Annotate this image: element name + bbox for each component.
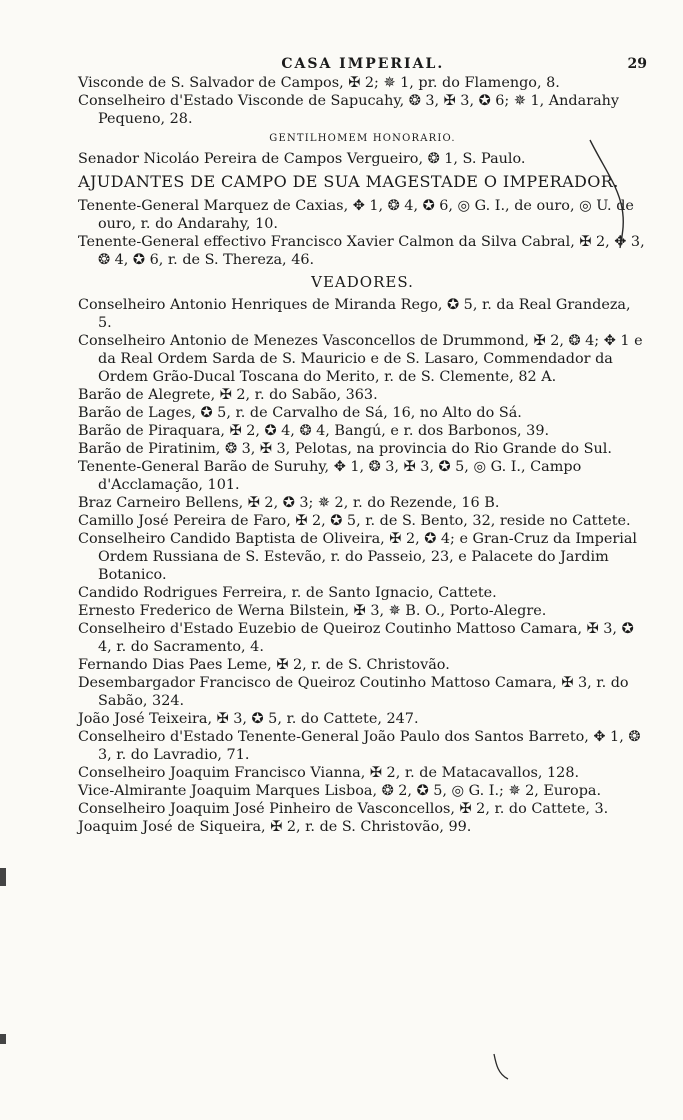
- list-item: Barão de Lages, ✪ 5, r. de Carvalho de Sá, 16, no Alto do Sá.: [78, 405, 522, 421]
- list-item: João José Teixeira, ✠ 3, ✪ 5, r. do Cattete, 247.: [78, 711, 419, 727]
- edge-mark: [0, 1034, 6, 1044]
- list-item: Joaquim José de Siqueira, ✠ 2, r. de S. Christovão, 99.: [78, 819, 472, 835]
- list-item: Candido Rodrigues Ferreira, r. de Santo Ignacio, Cattete.: [78, 585, 497, 601]
- pencil-mark: [490, 1052, 512, 1082]
- section-heading-veadores: VEADORES.: [311, 273, 414, 291]
- list-item: Tenente-General Barão de Suruhy, ✥ 1, ❂ 3, ✠ 3, ✪ 5, ◎ G. I., Campo d'Acclamação, 101.: [78, 459, 582, 493]
- list-item: Braz Carneiro Bellens, ✠ 2, ✪ 3; ✵ 2, r. do Rezende, 16 B.: [78, 495, 500, 511]
- list-item: Ernesto Frederico de Werna Bilstein, ✠ 3, ✵ B. O., Porto-Alegre.: [78, 603, 547, 619]
- list-item: Vice-Almirante Joaquim Marques Lisboa, ❂ 2, ✪ 5, ◎ G. I.; ✵ 2, Europa.: [78, 783, 602, 799]
- edge-mark: [0, 868, 6, 886]
- list-item: Fernando Dias Paes Leme, ✠ 2, r. de S. Christovão.: [78, 657, 450, 673]
- running-title: CASA IMPERIAL.: [281, 56, 445, 72]
- list-item: Desembargador Francisco de Queiroz Coutinho Mattoso Camara, ✠ 3, r. do Sabão, 324.: [78, 675, 629, 709]
- list-item: Tenente-General Marquez de Caxias, ✥ 1, ❂ 4, ✪ 6, ◎ G. I., de ouro, ◎ U. de ouro, r. do Andarahy, 10.: [78, 198, 634, 232]
- section-heading-ajudantes: AJUDANTES DE CAMPO DE SUA MAGESTADE O IMPERADOR.: [78, 172, 619, 191]
- list-item: Conselheiro d'Estado Visconde de Sapucahy, ❂ 3, ✠ 3, ✪ 6; ✵ 1, Andarahy Pequeno, 28.: [78, 93, 620, 127]
- list-item: Conselheiro d'Estado Tenente-General João Paulo dos Santos Barreto, ✥ 1, ❂ 3, r. do Lavradio, 71.: [78, 729, 641, 763]
- list-item: Conselheiro d'Estado Euzebio de Queiroz Coutinho Mattoso Camara, ✠ 3, ✪ 4, r. do Sacramento, 4.: [78, 621, 634, 655]
- page-header: [78, 56, 647, 72]
- list-item: Conselheiro Joaquim Francisco Vianna, ✠ 2, r. de Matacavallos, 128.: [78, 765, 580, 781]
- list-item: Senador Nicoláo Pereira de Campos Vergueiro, ❂ 1, S. Paulo.: [78, 151, 526, 167]
- list-item: Camillo José Pereira de Faro, ✠ 2, ✪ 5, r. de S. Bento, 32, reside no Cattete.: [78, 513, 631, 529]
- list-item: Visconde de S. Salvador de Campos, ✠ 2; ✵ 1, pr. do Flamengo, 8.: [78, 75, 560, 91]
- list-item: Conselheiro Candido Baptista de Oliveira, ✠ 2, ✪ 4; e Gran-Cruz da Imperial Ordem Russiana de S. Estevão, r. do Passeio, 23, e Palacete do Jardim Botanico.: [78, 531, 638, 583]
- page-number: 29: [627, 56, 647, 72]
- list-item: Barão de Piratinim, ❂ 3, ✠ 3, Pelotas, na provincia do Rio Grande do Sul.: [78, 441, 612, 457]
- section-heading-gentilhomem: GENTILHOMEM HONORARIO.: [269, 133, 456, 144]
- list-item: Tenente-General effectivo Francisco Xavier Calmon da Silva Cabral, ✠ 2, ✥ 3, ❂ 4, ✪ 6, r. de S. Thereza, 46.: [78, 234, 645, 268]
- list-item: Conselheiro Antonio de Menezes Vasconcellos de Drummond, ✠ 2, ❂ 4; ✥ 1 e da Real Ordem Sarda de S. Mauricio e de S. Lasaro, Commendador da Ordem Grão-Ducal Toscana do Merito, r. de S. Clemente, 82 A.: [78, 333, 643, 385]
- list-item: Conselheiro Joaquim José Pinheiro de Vasconcellos, ✠ 2, r. do Cattete, 3.: [78, 801, 609, 817]
- list-item: Barão de Alegrete, ✠ 2, r. do Sabão, 363.: [78, 387, 378, 403]
- list-item: Barão de Piraquara, ✠ 2, ✪ 4, ❂ 4, Bangú, e r. dos Barbonos, 39.: [78, 423, 550, 439]
- list-item: Conselheiro Antonio Henriques de Miranda Rego, ✪ 5, r. da Real Grandeza, 5.: [78, 297, 631, 331]
- veadores-list: [78, 296, 647, 836]
